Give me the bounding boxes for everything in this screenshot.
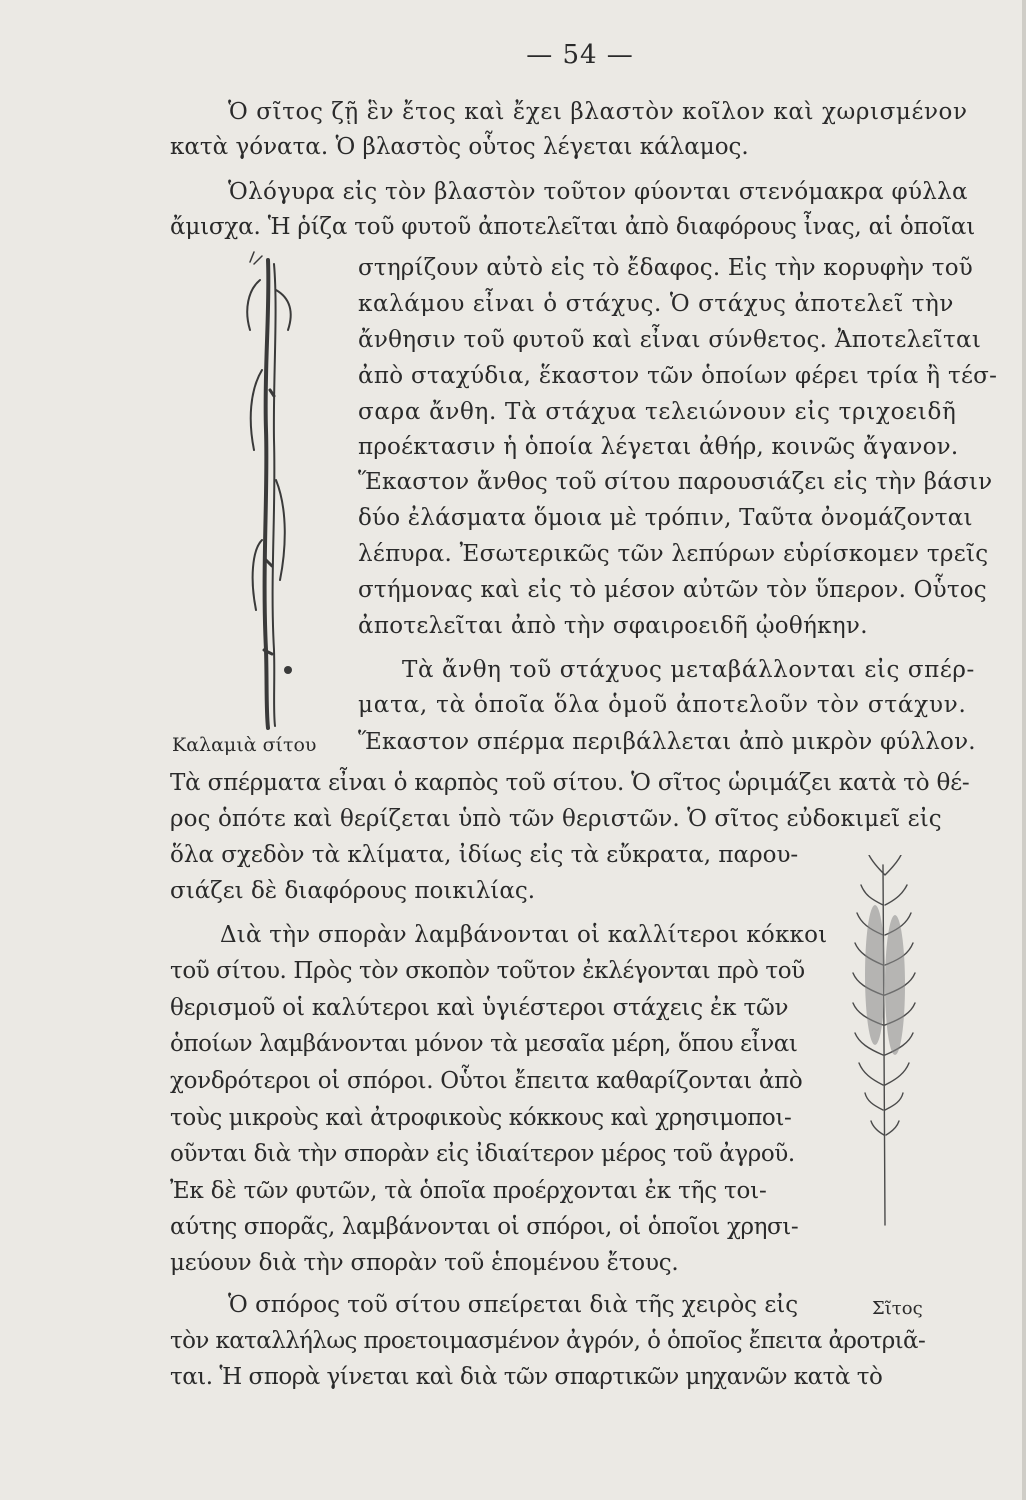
text-line-2: κατὰ γόνατα. Ὁ βλαστὸς οὗτος λέγεται κάλαμος.	[170, 134, 749, 160]
text-line-22: σιάζει δὲ διαφόρους ποικιλίας.	[170, 878, 536, 904]
text-line-34: τὸν καταλλήλως προετοιμασμένον ἀγρόν, ὁ ὁποῖος ἔπειτα ἀροτριᾶ-	[170, 1328, 926, 1354]
wheat-ear-illustration	[845, 855, 925, 1235]
text-line-19: Τὰ σπέρματα εἶναι ὁ καρπὸς τοῦ σίτου. Ὁ σῖτος ὡριμάζει κατὰ τὸ θέ-	[170, 770, 970, 796]
text-line-6: καλάμου εἶναι ὁ στάχυς. Ὁ στάχυς ἀποτελεῖ τὴν	[358, 291, 955, 317]
text-line-33: Ὁ σπόρος τοῦ σίτου σπείρεται διὰ τῆς χειρὸς εἰς	[228, 1292, 799, 1318]
text-line-15: ἀποτελεῖται ἀπὸ τὴν σφαιροειδῆ ᾠοθήκην.	[358, 613, 868, 639]
text-line-7: ἄνθησιν τοῦ φυτοῦ καὶ εἶναι σύνθετος. Ἀποτελεῖται	[358, 327, 982, 353]
text-line-29: οῦνται διὰ τὴν σπορὰν εἰς ἰδιαίτερον μέρος τοῦ ἀγροῦ.	[170, 1141, 795, 1167]
text-line-35: ται. Ἡ σπορὰ γίνεται καὶ διὰ τῶν σπαρτικῶν μηχανῶν κατὰ τὸ	[170, 1364, 883, 1390]
text-line-26: ὁποίων λαμβάνονται μόνον τὰ μεσαῖα μέρη, ὅπου εἶναι	[170, 1031, 798, 1057]
text-line-20: ρος ὁπότε καὶ θερίζεται ὑπὸ τῶν θεριστῶν. Ὁ σῖτος εὐδοκιμεῖ εἰς	[170, 806, 942, 832]
text-line-28: τοὺς μικροὺς καὶ ἀτροφικοὺς κόκκους καὶ χρησιμοποι-	[170, 1105, 792, 1131]
text-line-16: Τὰ ἄνθη τοῦ στάχυος μεταβάλλονται εἰς σπέρ-	[402, 657, 975, 683]
text-line-1: Ὁ σῖτος ζῇ ἓν ἔτος καὶ ἔχει βλαστὸν κοῖλον καὶ χωρισμένον	[228, 99, 968, 125]
text-line-24: τοῦ σίτου. Πρὸς τὸν σκοπὸν τοῦτον ἐκλέγονται πρὸ τοῦ	[170, 958, 805, 984]
caption-ear: Σῖτος	[872, 1298, 923, 1319]
text-line-12: δύο ἐλάσματα ὅμοια μὲ τρόπιν, Ταῦτα ὀνομάζονται	[358, 505, 973, 531]
text-line-27: χονδρότεροι οἱ σπόροι. Οὗτοι ἔπειτα καθαρίζονται ἀπὸ	[170, 1068, 803, 1094]
text-line-13: λέπυρα. Ἐσωτερικῶς τῶν λεπύρων εὑρίσκομεν τρεῖς	[358, 541, 989, 567]
page-number: — 54 —	[526, 40, 634, 70]
text-line-18: Ἕκαστον σπέρμα περιβάλλεται ἀπὸ μικρὸν φύλλον.	[358, 729, 976, 755]
text-line-25: θερισμοῦ οἱ καλύτεροι καὶ ὑγιέστεροι στάχεις ἐκ τῶν	[170, 995, 789, 1021]
text-line-11: Ἕκαστον ἄνθος τοῦ σίτου παρουσιάζει εἰς τὴν βάσιν	[358, 469, 993, 495]
text-line-31: αύτης σπορᾶς, λαμβάνονται οἱ σπόροι, οἱ ὁποῖοι χρησι-	[170, 1214, 799, 1240]
text-line-3: Ὁλόγυρα εἰς τὸν βλαστὸν τοῦτον φύονται στενόμακρα φύλλα	[228, 179, 968, 205]
text-line-5: στηρίζουν αὐτὸ εἰς τὸ ἔδαφος. Εἰς τὴν κορυφὴν τοῦ	[358, 255, 973, 281]
text-line-30: Ἐκ δὲ τῶν φυτῶν, τὰ ὁποῖα προέρχονται ἐκ τῆς τοι-	[170, 1178, 767, 1204]
text-line-32: μεύουν διὰ τὴν σπορὰν τοῦ ἑπομένου ἔτους.	[170, 1250, 679, 1276]
text-line-8: ἀπὸ σταχύδια, ἕκαστον τῶν ὁποίων φέρει τρία ἢ τέσ-	[358, 363, 998, 389]
text-line-9: σαρα ἄνθη. Τὰ στάχυα τελειώνουν εἰς τριχοειδῆ	[358, 399, 957, 425]
page-edge	[1022, 0, 1026, 1500]
text-line-23: Διὰ τὴν σπορὰν λαμβάνονται οἱ καλλίτεροι κόκκοι	[220, 922, 828, 948]
text-line-4: ἄμισχα. Ἡ ῥίζα τοῦ φυτοῦ ἀποτελεῖται ἀπὸ διαφόρους ἶνας, αἱ ὁποῖαι	[170, 214, 976, 240]
caption-stalk: Καλαμιὰ σίτου	[172, 734, 317, 756]
text-line-14: στήμονας καὶ εἰς τὸ μέσον αὐτῶν τὸν ὕπερον. Οὗτος	[358, 577, 987, 603]
text-line-21: ὅλα σχεδὸν τὰ κλίματα, ἰδίως εἰς τὰ εὔκρατα, παρου-	[170, 842, 799, 868]
text-line-10: προέκτασιν ἡ ὁποία λέγεται ἀθήρ, κοινῶς ἄγανον.	[358, 434, 959, 460]
wheat-stalk-illustration	[240, 250, 310, 730]
text-line-17: ματα, τὰ ὁποῖα ὅλα ὁμοῦ ἀποτελοῦν τὸν στάχυν.	[358, 692, 967, 718]
